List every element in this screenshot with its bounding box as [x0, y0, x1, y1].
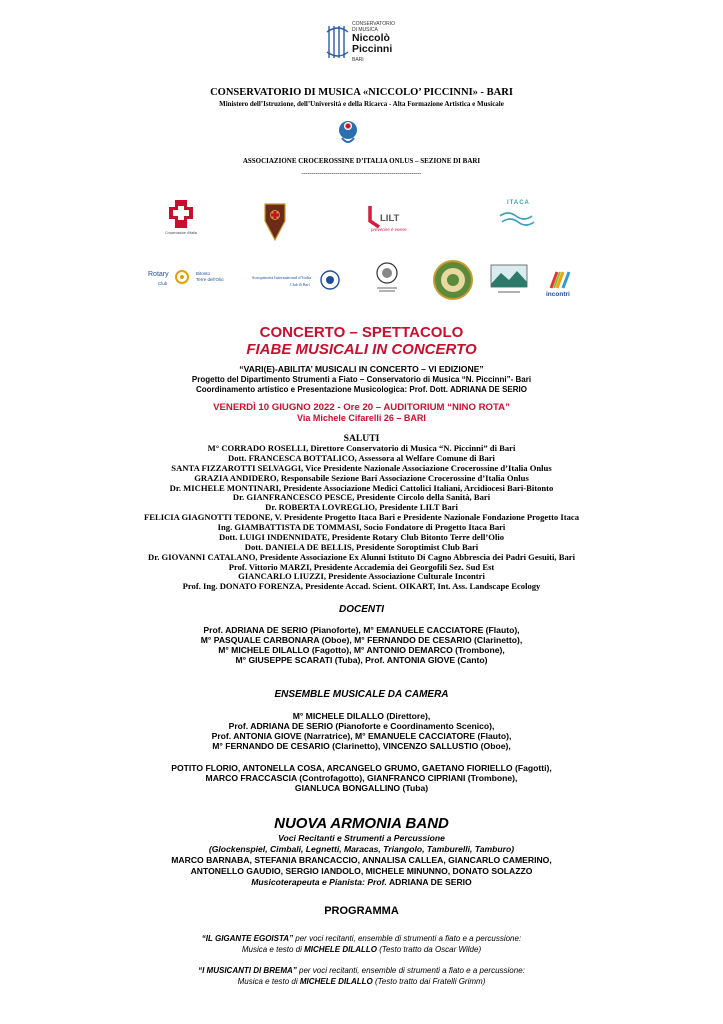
logo-seal-round	[373, 262, 401, 294]
program-item-source: (Testo tratto da Oscar Wilde)	[377, 945, 482, 954]
croc-badge-label: Crocerossine d’Italia	[165, 231, 197, 235]
header-association: ASSOCIAZIONE CROCEROSSINE D’ITALIA ONLUS – SEZIONE DI BARI	[242, 157, 481, 165]
program-item-music-label: Musica e testo di	[237, 977, 300, 986]
saluti-line: Dr. MICHELE MONTINARI, Presidente Associazione Medici Cattolici Italiani, Arcidiocesi Bari-Bitonto	[169, 482, 554, 493]
rotary-wheel-icon	[175, 270, 189, 284]
program-item-credit	[0, 977, 723, 986]
saluti-line: M° CORRADO ROSELLI, Direttore Conservatorio di Musica “N. Piccinni” di Bari	[207, 443, 516, 453]
logo-itaca	[498, 200, 538, 230]
crocerossine-logo	[336, 116, 376, 152]
saluti-line: GIANCARLO LIUZZI, Presidente Associazione Culturale Incontri	[238, 571, 485, 582]
docenti-line: M° GIUSEPPE SCARATI (Tuba), Prof. ANTONIA GIOVE (Canto)	[235, 654, 488, 665]
docenti-line: M° PASQUALE CARBONARA (Oboe), M° FERNANDO DE CESARIO (Clarinetto),	[200, 634, 523, 645]
saluti-line: Prof. Vittorio MARZI, Presidente Accademia dei Georgofili Sez. Sud Est	[228, 561, 495, 572]
saluti-line: Dott. FRANCESCA BOTTALICO, Assessora al Welfare Comune di Bari	[228, 452, 495, 463]
program-item	[0, 966, 723, 975]
ensemble-line: M° FERNANDO DE CESARIO (Clarinetto), VINCENZO SALLUSTIO (Oboe),	[212, 740, 511, 751]
conservatory-emblem-icon	[326, 24, 350, 60]
saluti-line: Ing. GIAMBATTISTA DE TOMMASI, Socio Fondatore di Progetto Itaca Bari	[217, 522, 506, 532]
program-item-author: MICHELE DILALLO	[304, 945, 377, 954]
itaca-waves-icon	[498, 208, 538, 232]
lilt-label: LILT	[380, 213, 400, 224]
program-item-credit	[0, 945, 723, 954]
ensemble-line: GIANLUCA BONGALLINO (Tuba)	[294, 782, 429, 793]
logo-croc-badge	[165, 196, 197, 240]
crocerossine-icon	[336, 116, 376, 152]
soroptimist-emblem-icon	[320, 268, 340, 292]
band-members-1: MARCO BARNABA, STEFANIA BRANCACCIO, ANNALISA CALLEA, GIANCARLO CAMERINO,	[171, 855, 552, 865]
docenti-heading: DOCENTI	[339, 604, 384, 615]
rotary-label: Rotary	[148, 271, 169, 278]
event-subtitle: “VARI(E)-ABILITA’ MUSICALI IN CONCERTO – VI EDIZIONE”	[239, 364, 484, 374]
seal-icon	[373, 262, 401, 294]
header-title: CONSERVATORIO DI MUSICA «NICCOLO’ PICCINNI» - BARI	[210, 87, 513, 98]
soroptimist-label: Soroptimist International d’Italia	[252, 275, 312, 280]
docenti-list	[0, 626, 723, 666]
saluti-line: Dott. DANIELA DE BELLIS, Presidente Soroptimist Club Bari	[244, 541, 479, 552]
green-seal-icon	[433, 260, 473, 300]
programma-heading: PROGRAMMA	[324, 905, 399, 917]
soroptimist-sub: Club di Bari	[290, 282, 310, 287]
program-item-title: “IL GIGANTE EGOISTA”	[201, 934, 294, 943]
event-address: Via Michele Cifarelli 26 – BARI	[297, 413, 426, 423]
ensemble-line: M° MICHELE DILALLO (Direttore),	[292, 711, 431, 721]
lilt-ribbon-icon	[367, 205, 381, 229]
logo-line-3: Niccolò	[352, 32, 390, 44]
ensemble-line: POTITO FLORIO, ANTONELLA COSA, ARCANGELO GRUMO, GAETANO FIORIELLO (Fagotti),	[171, 763, 552, 773]
ensemble-line: Prof. ANTONIA GIOVE (Narratrice), M° EMANUELE CACCIATORE (Flauto),	[211, 730, 512, 741]
pennant-icon	[264, 203, 286, 241]
logo-line-5: BARI	[352, 57, 364, 63]
saluti-line: FELICIA GIAGNOTTI TEDONE, V. Presidente Progetto Itaca Bari e Presidente Nazionale Fondazione Progetto Itaca	[144, 512, 579, 523]
logo-landscape	[490, 264, 528, 296]
conservatory-logo	[326, 20, 406, 68]
program-item	[0, 934, 723, 943]
band-heading: NUOVA ARMONIA BAND	[274, 815, 449, 832]
logo-lilt	[367, 203, 415, 237]
ensemble-list-2	[0, 764, 723, 794]
saluti-line: SANTA FIZZAROTTI SELVAGGI, Vice Presidente Nazionale Associazione Crocerossine d’Italia Onlus	[171, 462, 552, 473]
logo-line-4: Piccinni	[352, 43, 393, 55]
band-therapist	[0, 877, 723, 887]
rotary-name-2: Terre dell’Olio	[196, 277, 224, 282]
logo-pennant	[264, 203, 286, 241]
program-item-music-label: Musica e testo di	[241, 945, 305, 954]
event-type: CONCERTO – SPETTACOLO	[259, 324, 464, 341]
logo-soroptimist	[252, 266, 344, 294]
saluti-list	[0, 444, 723, 592]
itaca-label: ITACA	[507, 200, 530, 206]
ensemble-list	[0, 712, 723, 752]
docenti-line: M° MICHELE DILALLO (Fagotto), M° ANTONIO DEMARCO (Trombone),	[218, 644, 505, 655]
docenti-line: Prof. ADRIANA DE SERIO (Pianoforte), M° EMANUELE CACCIATORE (Flauto),	[203, 625, 520, 635]
program-item-author: MICHELE DILALLO	[299, 977, 373, 986]
saluti-line: Dott. LUIGI INDENNIDATE, Presidente Rotary Club Bitonto Terre dell’Olio	[218, 531, 505, 542]
header-separator: ------------------------------------------------------------	[301, 171, 422, 177]
band-members-2: ANTONELLO GAUDIO, SERGIO IANDOLO, MICHELE MINUNNO, DONATO SOLAZZO	[190, 866, 533, 876]
logo-incontri	[546, 270, 574, 302]
event-date: VENERDÌ 10 GIUGNO 2022 - Ore 20 – AUDITORIUM “NINO ROTA”	[213, 402, 510, 413]
program-item-source: (Testo tratto dai Fratelli Grimm)	[372, 977, 486, 986]
saluti-heading: SALUTI	[343, 433, 380, 444]
ensemble-heading: ENSEMBLE MUSICALE DA CAMERA	[274, 689, 449, 700]
event-coordination: Coordinamento artistico e Presentazione Musicologica: Prof. Dott. ADRIANA DE SERIO	[195, 385, 527, 394]
program-item-desc: per voci recitanti, ensemble di strumenti a fiato e a percussione:	[296, 966, 525, 975]
saluti-line: Dr. ROBERTA LOVREGLIO, Presidente LILT Bari	[265, 502, 458, 513]
ensemble-line: MARCO FRACCASCIA (Controfagotto), GIANFRANCO CIPRIANI (Trombone),	[205, 772, 518, 783]
saluti-line: GRAZIA ANDIDERO, Responsabile Sezione Bari Associazione Crocerossine d’Italia Onlus	[194, 472, 529, 483]
saluti-line: Dr. GIOVANNI CATALANO, Presidente Associazione Ex Alunni Istituto Di Cagno Abbrescia dei Padri Gesuiti, Bari	[148, 551, 575, 562]
logo-line-1: CONSERVATORIO	[352, 21, 395, 27]
event-title: FIABE MUSICALI IN CONCERTO	[246, 341, 477, 358]
landscape-icon	[490, 264, 528, 296]
incontri-label: incontri	[546, 291, 570, 298]
saluti-line: Dr. GIANFRANCESCO PESCE, Presidente Circolo della Sanità, Bari	[232, 492, 491, 503]
band-sub: Voci Recitanti e Strumenti a Percussione	[278, 833, 445, 843]
therapist-name: ADRIANA DE SERIO	[388, 877, 472, 887]
header-ministry: Ministero dell’Istruzione, dell’Università e della Ricarca - Alta Formazione Artistica e Musicale	[219, 100, 504, 108]
ensemble-line: Prof. ADRIANA DE SERIO (Pianoforte e Coordinamento Scenico),	[228, 720, 495, 731]
rotary-club: Club	[158, 281, 168, 286]
event-project: Progetto del Dipartimento Strumenti a Fiato – Conservatorio di Musica “N. Piccinni”- Bari	[191, 375, 532, 384]
program-item-desc: per voci recitanti, ensemble di strumenti a fiato e a percussione:	[293, 934, 522, 943]
rotary-name-1: Bitonto	[196, 271, 211, 276]
incontri-icon	[549, 270, 571, 290]
logo-rotary	[148, 268, 232, 290]
logo-line-2: DI MUSICA	[352, 27, 378, 33]
logo-green-seal	[433, 260, 473, 300]
therapist-label: Musicoterapeuta e Pianista: Prof.	[251, 877, 387, 887]
lilt-sub: prevenire è vivere	[371, 227, 407, 232]
band-instruments: (Glockenspiel, Cimbali, Legnetti, Maracas, Triangolo, Tamburelli, Tamburo)	[208, 844, 515, 854]
program-item-title: “I MUSICANTI DI BREMA”	[198, 966, 297, 975]
saluti-line: Prof. Ing. DONATO FORENZA, Presidente Accad. Scient. OIKART, Int. Ass. Landscape Ecology	[182, 581, 541, 592]
